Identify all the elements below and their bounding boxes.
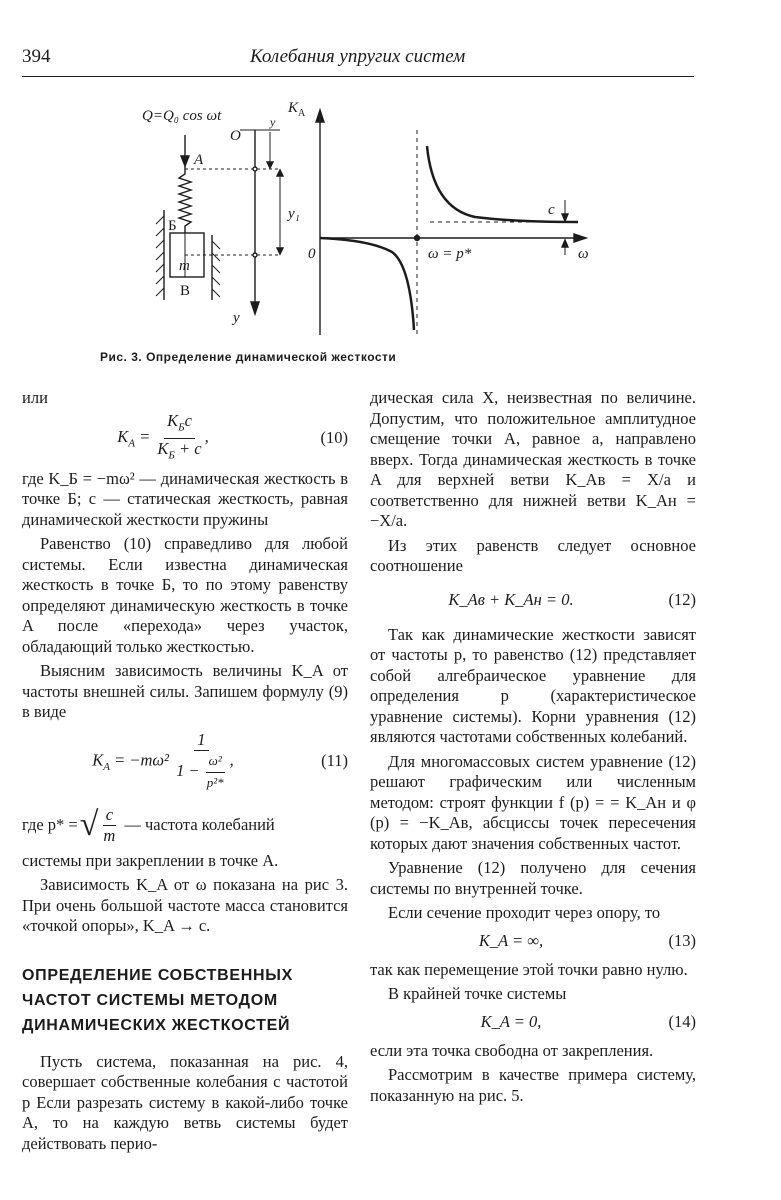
- paragraph-internal-point: Уравнение (12) получено для сечения системы по внутренней точке.: [370, 858, 696, 898]
- page-header: [22, 40, 694, 77]
- point-v-label: В: [180, 283, 191, 299]
- equation-10: $K_А$ = $\frac{K_Бc}{K_Б + c}$ , (10): [117, 411, 348, 462]
- point-b-label: Б: [168, 218, 177, 234]
- paragraph-free-point: если эта точка свободна от закрепления.: [370, 1040, 654, 1060]
- y-axis-label: y: [233, 310, 240, 326]
- force-label: Q=Q₀ cos ωt: [142, 108, 222, 124]
- equation-14-number: (14): [668, 1012, 696, 1032]
- ili-text: или: [22, 388, 48, 407]
- where-p-star: где p* = √ $\frac{c}{m}$ — частота колебаний: [22, 804, 275, 845]
- paragraph-dependence: Выясним зависимость величины K_A от частоты внешней силы. Запишем формулу (9) в виде: [22, 661, 348, 721]
- page-number: 394: [22, 46, 51, 67]
- graph-origin-label: 0: [308, 246, 316, 262]
- c-label: c: [548, 202, 555, 218]
- force-arrowhead: [181, 156, 189, 166]
- paragraph-example: Рассмотрим в качестве примера систему, показанную на рис. 5.: [370, 1065, 696, 1105]
- paragraph-system: Пусть система, показанная на рис. 4, совершает собственные колебания с частотой p Если разрезать систему в какой-либо точке A, то на каждую ветвь системы будет действовать перио-: [22, 1051, 348, 1153]
- paragraph-periodic-force: дическая сила X, неизвестная по величине. Допустим, что положительное амплитудное смещение точки A, равное a, направлено вверх. Тогда динамическая жесткость в точке A для верхней ветви K_Aв = X/a и соответственно для нижней ветви K_Aн = −X/a.: [370, 388, 696, 530]
- point-a-label: A: [194, 152, 204, 168]
- left-column: [22, 388, 348, 1154]
- y-small-label: y: [270, 115, 276, 129]
- resonance-label: ω = p*: [428, 246, 472, 262]
- lower-branch-curve: [320, 238, 414, 330]
- spring: [179, 166, 191, 233]
- mass-label: m: [179, 258, 190, 274]
- figure-3: [130, 90, 700, 370]
- ka-label: $K_А$: [288, 100, 306, 119]
- where-p-star-cont: системы при закреплении в точке A.: [22, 850, 279, 870]
- upper-branch-curve: [427, 146, 578, 222]
- equation-12-number: (12): [668, 590, 696, 610]
- figure-caption: Рис. 3. Определение динамической жесткости: [100, 350, 397, 364]
- equation-13-number: (13): [668, 931, 696, 951]
- paragraph-equality-10: Равенство (10) справедливо для любой системы. Если известна динамическая жесткость в точке Б, то по этому равенству определяют динамическую жесткость в точке A после «перехода» через участок, обладающий только жесткостью.: [22, 534, 348, 656]
- paragraph-main-relation: Из этих равенств следует основное соотношение: [370, 535, 696, 575]
- equation-12: K_Aв + K_Aн = 0. (12): [448, 590, 696, 610]
- paragraph-characteristic: Так как динамические жесткости зависят от частоты p, то равенство (12) представляет собой алгебраическое уравнение для определения p (характеристическое уравнение системы). Корни уравнения (12) являются частотами собственных колебаний.: [370, 624, 696, 746]
- right-column: [370, 388, 696, 1106]
- paragraph-dependence-fig: Зависимость K_A от ω показана на рис 3. При очень большой частоте масса становится «точкой опоры», K_A → c.: [22, 875, 348, 935]
- where-kb-text: где K_Б = −mω² — динамическая жесткость в точке Б; c — статическая жесткость, равная динамической жесткости пружины: [22, 468, 348, 529]
- equation-13: K_A = ∞, (13): [478, 931, 696, 951]
- paragraph-displacement-zero: так как перемещение этой точки равно нулю.: [370, 959, 688, 979]
- section-title: ОПРЕДЕЛЕНИЕ СОБСТВЕННЫХ ЧАСТОТ СИСТЕМЫ МЕТОДОМ ДИНАМИЧЕСКИХ ЖЕСТКОСТЕЙ: [22, 966, 294, 1034]
- origin-o-label: O: [230, 128, 241, 144]
- paragraph-end-point: В крайней точке системы: [388, 984, 567, 1003]
- equation-11-number: (11): [321, 751, 348, 771]
- equation-11: $K_А = -m\omega^2$ 1 1 − $\frac{\text{ω²}}{\text{p²*}}$ , (11): [92, 729, 348, 790]
- paragraph-support: Если сечение проходит через опору, то: [388, 903, 661, 922]
- equation-14: K_A = 0, (14): [480, 1012, 696, 1032]
- omega-label: ω: [578, 246, 589, 262]
- figure-3-drawing: [130, 90, 700, 350]
- equation-10-number: (10): [320, 428, 348, 448]
- running-title: Колебания упругих систем: [250, 46, 466, 67]
- resonance-point: [415, 236, 420, 241]
- y1-label: y₁: [288, 206, 300, 222]
- paragraph-multimass: Для многомассовых систем уравнение (12) решают графическим или численным методом: строят функции f (p) = = K_Aн и φ (p) = −K_Aв, абсциссы точек пересечения которых дают значения собственных частот.: [370, 751, 696, 853]
